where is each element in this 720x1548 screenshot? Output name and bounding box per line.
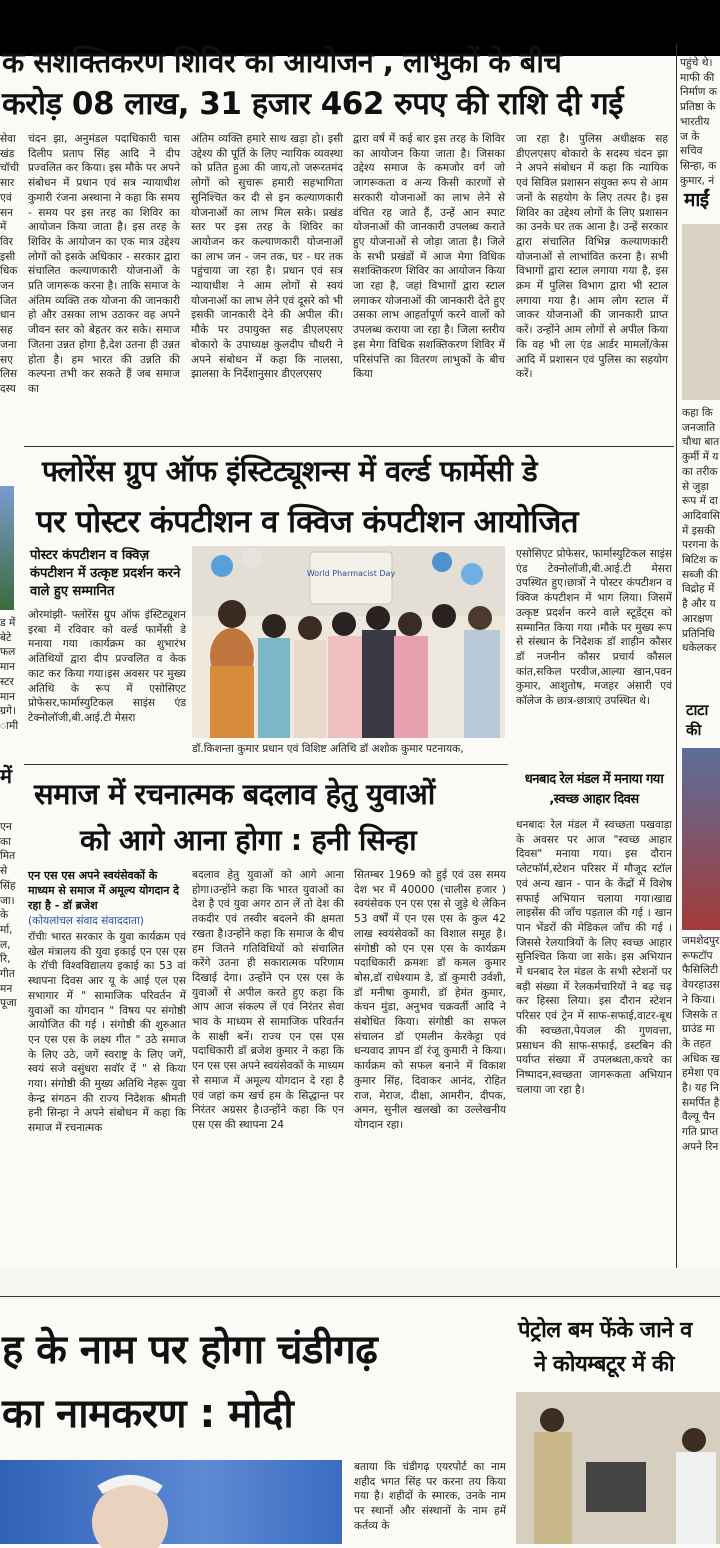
story5-body: बताया कि चंडीगढ़ एयरपोर्ट का नाम शहीद भगत सिंह पर करना तय किया गया है। शहीदों के स्मारक, उनके नाम पर स्थानों और संस्थानों के नाम हमें कर्तव्य के xyxy=(354,1461,506,1532)
right-strip-text-low: जमशेदपुर रूफटॉप फैसिलिटी वेयरहाउस ने किया। जिसके त ग्राउंड मा के तहत अधिक ख हमेशा एव है। यह नि समर्पित है वैल्यू चैन गति प्राप्त अपने रिन xyxy=(682,935,720,1153)
story2-top-rule xyxy=(24,446,674,447)
story6-headline-1: पेट्रोल बम फेंके जाने व xyxy=(518,1318,692,1343)
story4-body: धनबादः रेल मंडल में स्वच्छता पखवाड़ा के अवसर पर आज "स्वच्छ आहार दिवस" मनाया गया। इस दौरान प्लेटफॉर्म,स्टेशन परिसर में मौजूद स्टॉल एवं अन्य खान - पान के केंद्रों में विशेष सफाई अभियान चलाया गया।खाद्य लाइसेंस की जाँच पड़ताल की गई । खान पान भेंडरों की मेडिकल जाँच की गई । जिससे रेलयात्रियों के लिए स्वच्छ आहार सुनिश्चित किया जा सके। इस अभियान में धनबाद रेल मंडल के सभी स्टेशनों पर बड़ी संख्या में रेलकर्मचारियों ने बढ़ चढ़ कर हिस्सा लिया। इस दौरान स्टेशन परिसर एवं ट्रेन में साफ-सफाई,वाटर-बूथ की स्वच्छता,पेयजल की गुणवत्ता, प्रसाधन की साफ-सफाई, डस्टबिन की पर्याप्त संख्या में उपलब्धता,कचरे का निष्पादन,स्वच्छता जागरूकता अभियान चलाया जा रहा है। xyxy=(516,819,672,1096)
story3-column-3: सितम्बर 1969 को हुई एवं उस समय देश भर में 40000 (चालीस हजार ) स्वयंसेवक एन एस एस से जुड़े थे लेकिन 53 वर्षों में एन एस एस के कुल 42 लाख स्वयंसेवकों का विशाल समूह है। संगोष्ठी को एन एस एस के कार्यक्रम पदाधिकारी क्रमशः डॉ कमल कुमार बोस,डॉ राधेश्याम डे, डॉ कुमारी उर्वशी, डॉ मनीषा कुमारी, डॉ हेमंत कुमार, कंचन मुंडा, अनुभव चक्रवर्ती आदि ने संबोधित किया। संगोष्ठी का सफल संचालन डॉ एमलीन केरकेट्टा एवं धन्यवाद ज्ञापन डॉ रंजू कुमारी ने किया। कार्यक्रम को सफल बनाने में विकाश कुमार सिंह, दिवाकर आनंद, रोहित राज, मेराज, दीक्षा, आमरीन, दीपक, अमन, सुनील खलखो का उल्लेखनीय योगदान रहा। xyxy=(354,869,506,1131)
story6-photo-illustration xyxy=(516,1392,720,1544)
right-strip-photo-2 xyxy=(682,748,720,930)
story5-headline-2: का नामकरण : मोदी xyxy=(2,1391,294,1437)
story3-headline-2: को आगे आना होगा : हनी सिन्हा xyxy=(80,823,417,857)
story1-left-edge-column: सेवा खंड चॉची सार एवं सन में विर इसी धिक जन जित धान सह जना सए लिस दस्य xyxy=(0,133,19,395)
story1-column-1: चंदन झा, अनुमंडल पदाधिकारी चास दिलीप प्रताप सिंह आदि ने दीप प्रज्वलित कर किया। इस मौके पर अपने संबोधन में प्रधान एवं सत्र न्यायाधीश कुमारी रंजना अस्थाना ने कहा कि समय - समय पर इस तरह का शिविर का आयोजन किया जाता है। इस तरह के शिविर के आयोजन का एक मात्र उद्देश्य लोगों को इसके अधिकार - सरकार द्वारा संचालित कल्याणकारी योजनाओं के प्रति जागरूक करना है। ताकि समाज के अंतिम व्यक्ति तक योजना की जानकारी हो और उसका लाभ उठाकर वह अपने जीवन स्तर को बेहतर कर सके। समाज जितना उन्नत होगा है,देश उतना ही उन्नत होता है। हम भारत की उन्नति की कल्पना तभी कर सकते हैं जब समाज का xyxy=(28,133,180,395)
left-strip-text-low: एन का मित से सिंह जा। के र्मा, ल, रि, गीत मन पूजा xyxy=(0,821,17,1010)
story3-column-2: बदलाव हेतु युवाओं को आगे आना होगा।उन्होंने कहा कि भारत युवाओं का देश है एवं युवा अगर ठान लें तो देश की तकदीर एवं तस्वीर बदलने की क्षमता रखता है।उन्होंने कहा कि समाज के बीच हम जितने गतिविधियों को संचालित करेंगे उतना ही सकारात्मक परिणाम दिखाई देगा। उन्होंने एन एस एस के युवाओं से अपील करते हुए कहा कि आप आज संकल्प लें एवं निरंतर सेवा भाव के माध्यम से सामाजिक परिवर्तन के साक्षी बनें। राज्य एन एस एस पदाधिकारी डॉ ब्रजेश कुमार ने कहा कि एन एस एस अपने स्वयंसेवकों के माध्यम से समाज में अमूल्य योगदान दे रहा है एवं जहां कम खर्च हम के सिद्धान्त पर निरंतर अग्रसर है।उन्होंने कहा कि एन एस एस की स्थापना 24 xyxy=(192,869,344,1131)
story3-intro: एन एस एस अपने स्वयंसेवकों के माध्यम से समाज में अमूल्य योगदान दे रहा है - डॉ ब्रजेश xyxy=(28,869,179,912)
story6-photo xyxy=(516,1392,720,1544)
story2-subhead: पोस्टर कंपटीशन व क्विज़ कंपटीशन में उत्कृष्ट प्रदर्शन करने वाले हुए सम्मानित xyxy=(30,548,181,599)
story5-headline-1: ह के नाम पर होगा चंडीगढ़ xyxy=(2,1327,378,1373)
story2-headline-2: पर पोस्टर कंपटीशन व क्विज कंपटीशन आयोजित xyxy=(36,504,579,540)
story3-top-rule xyxy=(24,764,508,765)
right-strip-text-top: पहुंचे थे। माफी की निर्माण क प्रतिष्ठा के भारतीय ज के सचिव सिन्हा, क कुमार, नं xyxy=(680,57,717,187)
right-strip-text-mid: कहा कि जनजाति चौथा बात कुर्मी में य का तरीक से जुड़ा रूप में दा आदिवासि में इसकी परगना के बिटिश क सब्जी की विद्रोह में है और य आरक्षण प्रतिनिधि धकेलकर xyxy=(682,407,720,655)
event-photo-illustration xyxy=(192,546,505,738)
left-strip-heading: में xyxy=(0,764,12,788)
story1-headline-2: करोड़ 08 लाख, 31 हजार 462 रुपए की राशि दी गई xyxy=(2,86,623,122)
story2-headline-1: फ्लोरेंस ग्रुप ऑफ इंस्टिट्यूशन्स में वर्ल्ड फार्मेसी डे xyxy=(42,454,538,488)
story1-headline-1: क सशक्तिकरण शिविर का आयोजन , लाभुकों के बीच xyxy=(2,45,562,79)
story2-column-right: एसोसिएट प्रोफेसर, फार्मास्युटिकल साइंस एंड टेक्नोलॉजी,बी.आई.टी मेसरा उपस्थित हुए।छात्रों ने पोस्टर कंपटीशन व क्विज कंपटीशन में भाग लिया। जिसमें उत्कृष्ट प्रदर्शन करने वाले स्टूडेंट्स को सम्मानित किया गया ।मौके पर मुख्य रूप से संस्थान के निदेशक डॉ शाहीन कौसर डॉ नजनीन कौसर प्रचार्य कौसल कांत,सकिल परवीज,आल्या खान,पवन कुमार, आशुतोष, मजहर अंसारी एवं कॉलेज के छात्र-छात्राएं उपस्थित थे। xyxy=(516,548,672,708)
section-divider xyxy=(0,1296,720,1297)
story3-byline: (कोयलांचल संवाद संवाददाता) xyxy=(28,915,144,927)
story5-modi-photo xyxy=(0,1460,342,1544)
left-strip-photo xyxy=(0,486,14,610)
story1-column-4: जा रहा है। पुलिस अधीक्षक सह डीएलएसए बोकारो के सदस्य चंदन झा ने अपने संबोधन में कहा कि न्यायिक एवं सिविल प्रशासन संयुक्त रूप से आम जनों के सहयोग के लिए तत्पर है। इस शिविर का उद्देश्य लोगों के लिए प्रशासन का उनके घर तक आना है। उन्हें सरकार द्वारा संचालित विभिन्न कल्याणकारी योजनाओं से लाभांवित करना है। सभी विभागों द्वारा स्टाल लगाया गया है, इस क्रम में पुलिस विभाग द्वारा भी स्टाल लगाया गया है। आम लोग स्टाल में जाकर योजनाओं की जानकारी प्राप्त करें। उन्होंने आम लोगों से अपील किया कि वह भी ला एंड आर्डर मामलों/केस आदि में प्रशासन एवं पुलिस का सहयोग करें। xyxy=(516,133,668,381)
left-strip-text-mid: ड में बेटे फल मान स्टर मान ग्रगे। ामी xyxy=(0,617,19,732)
story2-column-1: ओरमांझी- फ्लोरेंस ग्रुप ऑफ इंस्टिट्यूशन इरबा में रविवार को वर्ल्ड फार्मेसी डे मनाया गया ।कार्यक्रम का शुभारंभ अतिथियों द्वारा दीप प्रज्वलित व केक काट कर किया गया।इस अवसर पर मुख्य अतिथि के रूप में एसोसिएट प्रोफेसर,फार्मास्युटिकल साइंस एंड टेक्नोलॉजी,बी.आई.टी मेसरा xyxy=(28,609,186,724)
story6-headline-2: ने कोयम्बटूर में की xyxy=(534,1352,675,1377)
story4-headline: धनबाद रेल मंडल में मनाया गया ,स्वच्छ आहार दिवस xyxy=(524,772,664,807)
story5-photo-illustration xyxy=(0,1460,342,1544)
photo-banner-text: World Pharmacist Day xyxy=(306,569,396,578)
story1-column-2: अंतिम व्यक्ति हमारे साथ खड़ा हो। इसी उद्देश्य की पूर्ति के लिए न्यायिक व्यवस्था को प्रतित हुआ की जाय,तो जरूरतमंद लोगों को सुचारू हमारी सहभागिता सुनिश्चित कर दी से इन कल्याणकारी योजनाओं का लाभ मिल सके। प्रखंड स्तर पर इस तरह के शिविर का आयोजन कर कल्याणकारी योजनाओं का लाभ जन - जन तक, घर - घर तक पहुंचाया जा रहा है। प्रधान एवं सत्र न्यायाधीश ने आम लोगों से स्वयं योजनाओं का लाभ लेने एवं दूसरे को भी इसकी जानकारी देने की अपील की। मौके पर उपायुक्त सह डीएलएसए बोकारो के उपाध्यक्ष कुलदीप चौधरी ने अपने संबोधन में कहा कि नालसा, झालसा के निर्देशानुसार डीएलएसए xyxy=(191,133,343,381)
story3-column-1: रॉचीः भारत सरकार के युवा कार्यक्रम एवं खेल मंत्रालय की युवा इकाई एन एस एस के रॉची विश्वविद्यालय इकाई का 53 वां स्थापना दिवस आर यू के आई एल एस सभागार में " सामाजिक परिवर्तन में युवाओं का योगदान " विषय पर संगोष्ठी आयोजित की गई । संगोष्ठी की शुरुआत एन एस एस के लक्ष्य गीत " उठे समाज के लिए उठे, जगें स्वराष्ट्र के लिए जगें, स्वयं सजे वसुंधरा सवॉर दें " से किया गया। संगोष्ठी की मुख्य अतिथि नेहरू युवा केन्द्र संगठन की राज्य निदेशक श्रीमती हनी सिन्हा ने अपने संबोधन में कहा कि समाज में रचनात्मक xyxy=(28,931,186,1135)
story2-photo-caption: डॉ.किशन्ता कुमार प्रधान एवं विशिष्ट अतिथि डॉ अशोक कुमार पटनायक, xyxy=(192,743,464,755)
right-strip-heading-2: टाटा की xyxy=(686,701,708,739)
right-strip-photo xyxy=(682,224,720,400)
right-strip-heading: माईं xyxy=(684,189,709,211)
story1-column-3: द्वारा वर्ष में कई बार इस तरह के शिविर का आयोजन किया जाता है। जिसका उद्देश्य समाज के कमजोर वर्ग जो जागरूकता व अन्य किसी कारणों से सरकारी योजनाओं का लाभ लेने से वंचित रह जाते हैं, उन्हें आन स्पाट योजनाओं की जानकारी उपलब्ध कराते हुए योजनाओं से जोड़ा जाता है। जिले के सभी प्रखंडों में आज मेगा विधिक सशक्तिकरण शिविर का आयोजन किया जा रहा है, जहां विभागों द्वारा स्टाल लगाकर योजनाओं की जानकारी देते हुए उसका लाभ आहर्तापूर्ण करने वालों को उपलब्ध कराया जा रहा है। जिला स्तरीय इस मेगा विधिक सशक्तिकरण शिविर में परिसंपत्ति का वितरण लाभुकों के बीच किया xyxy=(353,133,505,381)
story3-headline-1: समाज में रचनात्मक बदलाव हेतु युवाओं xyxy=(34,777,435,811)
story2-event-photo xyxy=(192,546,505,738)
right-strip-divider xyxy=(676,44,677,1268)
